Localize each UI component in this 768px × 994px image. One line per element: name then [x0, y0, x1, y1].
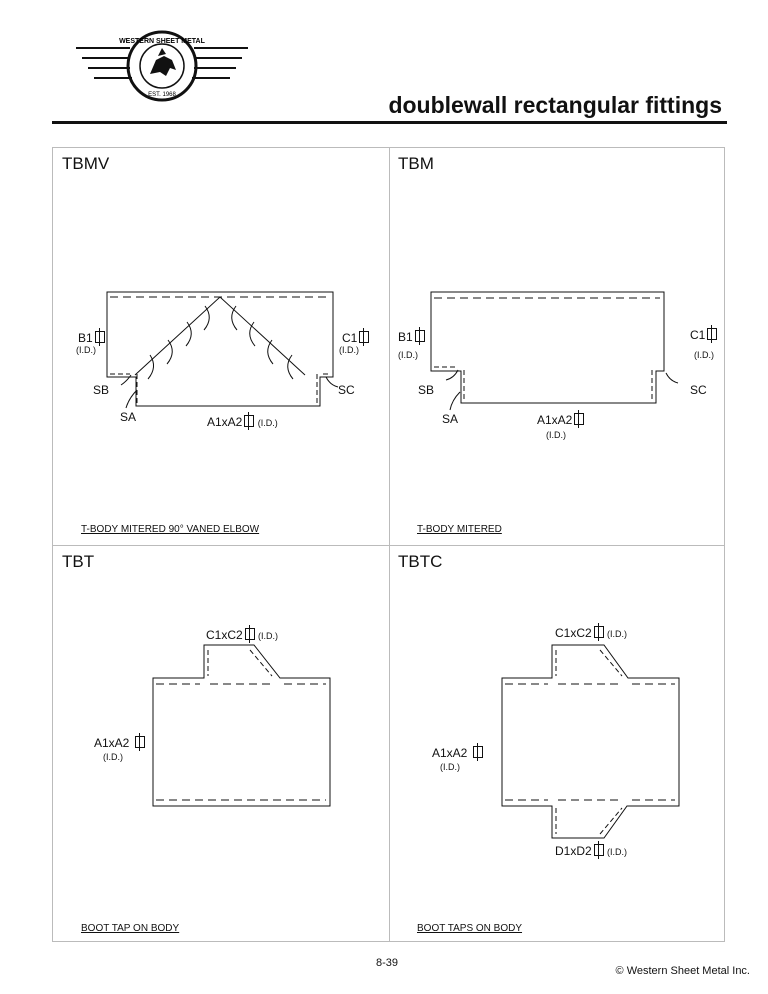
tbt-a1xa2-id: (I.D.) [103, 752, 123, 762]
tbtc-code: TBTC [398, 552, 443, 571]
tbtc-a1xa2-label: A1xA2 [432, 746, 483, 760]
duct-section-icon [359, 331, 369, 343]
tbmv-a1xa2-label: A1xA2 (I.D.) [207, 415, 278, 429]
tbmv-sb-label: SB [93, 383, 110, 397]
duct-section-icon [707, 328, 717, 340]
tbmv-c1-label: C1 [342, 331, 369, 345]
tbm-drawing [431, 292, 678, 410]
tbmv-b1-id: (I.D.) [76, 345, 96, 355]
duct-section-icon [245, 628, 255, 640]
tbm-c1-label: C1 [690, 328, 717, 342]
tbmv-b1-label: B1 [78, 331, 105, 345]
duct-section-icon [594, 626, 604, 638]
tbt-drawing [153, 645, 330, 806]
tbt-c1xc2-label: C1xC2 (I.D.) [206, 628, 279, 642]
tbt-code: TBT [62, 552, 95, 571]
tbm-a1xa2-label: A1xA2 [537, 413, 584, 427]
page-number: 8-39 [376, 957, 399, 969]
duct-section-icon [574, 413, 584, 425]
tbm-sc-label: SC [690, 383, 707, 397]
svg-text:WESTERN SHEET METAL: WESTERN SHEET METAL [119, 38, 205, 45]
tbmv-caption: T-BODY MITERED 90° VANED ELBOW [81, 524, 260, 535]
tbmv-sa-label: SA [120, 410, 137, 424]
tbtc-a1xa2-id: (I.D.) [440, 762, 460, 772]
duct-section-icon [135, 736, 145, 748]
duct-section-icon [415, 330, 425, 342]
tbtc-c1xc2-label: C1xC2 (I.D.) [555, 626, 628, 640]
copyright: © Western Sheet Metal Inc. [615, 965, 750, 977]
tbtc-drawing [502, 645, 679, 838]
tbmv-c1-id: (I.D.) [339, 345, 359, 355]
duct-section-icon [244, 415, 254, 427]
tbmv-drawing [107, 292, 338, 408]
tbtc-caption: BOOT TAPS ON BODY [417, 923, 523, 934]
tbt-a1xa2-label: A1xA2 [94, 736, 145, 750]
tbm-a1xa2-id: (I.D.) [546, 430, 566, 440]
tbm-c1-id: (I.D.) [694, 350, 714, 360]
tbm-caption: T-BODY MITERED [417, 524, 502, 535]
duct-section-icon [95, 331, 105, 343]
tbm-b1-label: B1 [398, 330, 425, 344]
tbmv-code: TBMV [62, 154, 110, 173]
tbm-sb-label: SB [418, 383, 435, 397]
tbt-caption: BOOT TAP ON BODY [81, 923, 180, 934]
page-title: doublewall rectangular fittings [388, 92, 722, 118]
tbm-sa-label: SA [442, 412, 459, 426]
tbtc-d1xd2-label: D1xD2 (I.D.) [555, 844, 628, 858]
duct-section-icon [473, 746, 483, 758]
duct-section-icon [594, 844, 604, 856]
tbmv-sc-label: SC [338, 383, 355, 397]
tbm-code: TBM [398, 154, 434, 173]
tbm-b1-id: (I.D.) [398, 350, 418, 360]
svg-text:EST. 1968: EST. 1968 [148, 92, 176, 98]
